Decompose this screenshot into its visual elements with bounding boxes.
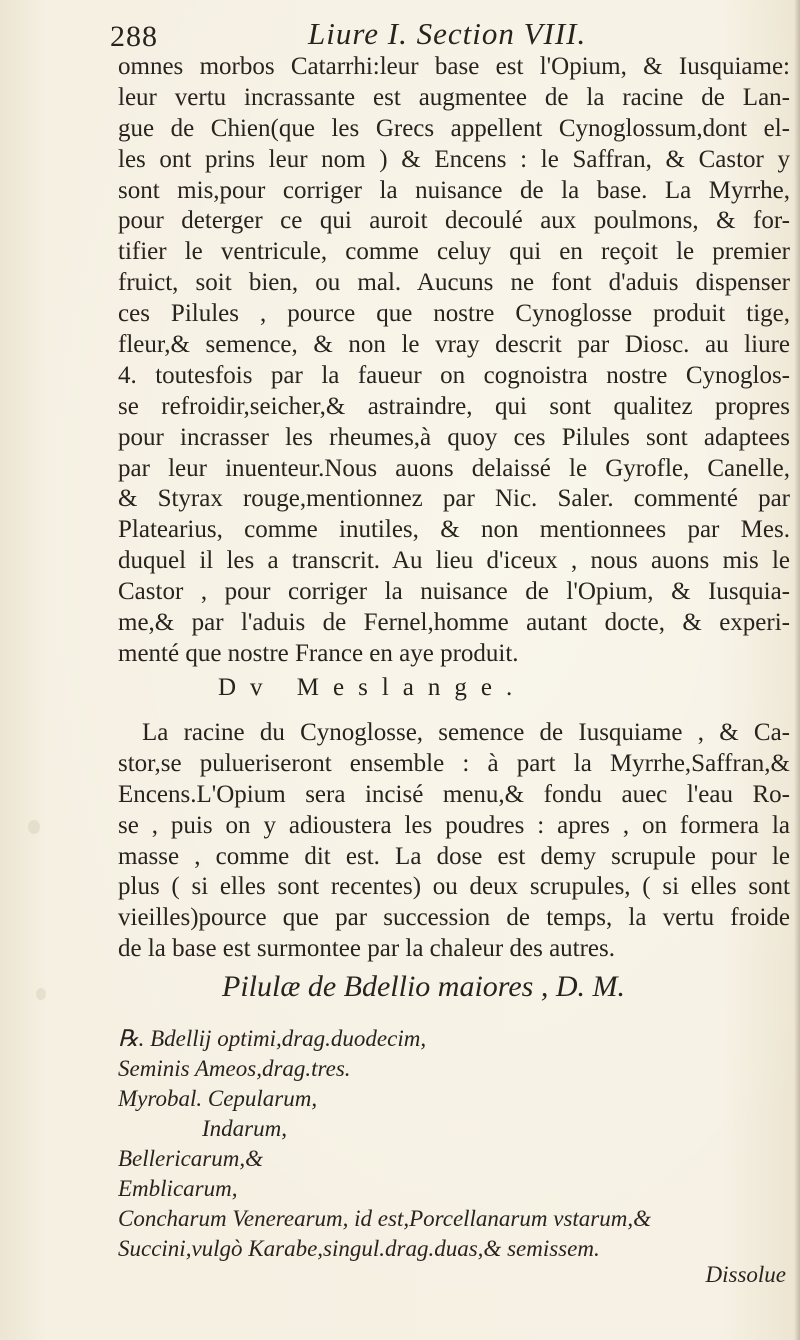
page-number: 288 bbox=[110, 20, 158, 53]
catchword: Dissolue bbox=[705, 1262, 786, 1287]
text-line: les ont prins leur nom ) & Encens : le Saffran, & Castor y bbox=[118, 145, 790, 173]
text-line: fruict, soit bien, ou mal. Aucuns ne font d'aduis dispenser bbox=[118, 269, 790, 297]
recipe-line: ℞. Bdellij optimi,drag.duodecim, bbox=[118, 1026, 427, 1051]
text-line: se , puis on y adioustera les poudres : apres , on formera la bbox=[118, 811, 790, 839]
text-line: omnes morbos Catarrhi:leur base est l'Opium, & Iusquiame: bbox=[118, 53, 790, 80]
recipe-line: Concharum Venerearum, id est,Porcellanarum vstarum,& bbox=[118, 1206, 651, 1231]
recipe-line: Emblicarum, bbox=[118, 1176, 238, 1201]
running-head: Liure I. Section VIII. bbox=[308, 16, 587, 51]
text-line: me,& par l'aduis de Fernel,homme autant docte, & experi- bbox=[118, 609, 790, 637]
text-line: 4. toutesfois par la faueur on cognoistra nostre Cynoglos- bbox=[118, 361, 790, 389]
recipe-ingredients bbox=[118, 1024, 798, 1264]
text-line: duquel il les a transcrit. Au lieu d'iceux , nous auons mis le bbox=[118, 547, 790, 575]
text-line: gue de Chien(que les Grecs appellent Cynoglossum,dont el- bbox=[118, 114, 790, 142]
text-line: pour deterger ce qui auroit decoulé aux poulmons, & for- bbox=[118, 207, 790, 235]
text-line: par leur inuenteur.Nous auons delaissé le Gyrofle, Canelle, bbox=[118, 454, 790, 482]
text-line: La racine du Cynoglosse, semence de Iusquiame , & Ca- bbox=[142, 719, 790, 746]
text-line: pour incrasser les rheumes,à quoy ces Pilules sont adaptees bbox=[118, 423, 790, 451]
text-line: stor,se pulueriseront ensemble : à part la Myrrhe,Saffran,& bbox=[118, 749, 790, 777]
recipe-title: Pilulæ de Bdellio maiores , D. M. bbox=[222, 970, 626, 1003]
text-line: tifier le ventricule, comme celuy qui en reçoit le premier bbox=[118, 238, 790, 266]
text-line: Castor , pour corriger la nuisance de l'Opium, & Iusquia- bbox=[118, 578, 790, 606]
text-line: vieilles)pource que par succession de temps, la vertu froide bbox=[118, 904, 790, 932]
text-line: & Styrax rouge,mentionnez par Nic. Saler. commenté par bbox=[118, 485, 790, 513]
recipe-line: Seminis Ameos,drag.tres. bbox=[118, 1056, 351, 1081]
text-line: de la base est surmontee par la chaleur des autres. bbox=[118, 935, 616, 963]
text-line: plus ( si elles sont recentes) ou deux scrupules, ( si elles sont bbox=[118, 873, 790, 901]
paper-stain bbox=[28, 820, 40, 834]
text-line: fleur,& semence, & non le vray descrit par Diosc. au liure bbox=[118, 331, 790, 359]
text-line: sont mis,pour corriger la nuisance de la base. La Myrrhe, bbox=[118, 176, 790, 204]
text-line: menté que nostre France en aye produit. bbox=[118, 639, 519, 667]
recipe-line: Myrobal. Cepularum, bbox=[118, 1086, 318, 1111]
recipe-line: Indarum, bbox=[202, 1116, 287, 1141]
text-line: leur vertu incrassante est augmentee de la racine de Lan- bbox=[118, 83, 790, 111]
paragraph-2 bbox=[118, 718, 790, 965]
page-header bbox=[110, 8, 710, 53]
text-line: Platearius, comme inutiles, & non mentionnees par Mes. bbox=[118, 516, 790, 544]
paragraph-1 bbox=[118, 52, 790, 670]
paper-stain bbox=[36, 988, 46, 1000]
text-line: masse , comme dit est. La dose est demy scrupule pour le bbox=[118, 842, 790, 870]
section-heading: Dv Meslange. bbox=[218, 674, 527, 701]
recipe-line: Succini,vulgò Karabe,singul.drag.duas,& semissem. bbox=[118, 1236, 600, 1261]
text-line: se refroidir,seicher,& astraindre, qui sont qualitez propres bbox=[118, 392, 790, 420]
recipe-line: Bellericarum,& bbox=[118, 1146, 263, 1171]
text-line: ces Pilules , pource que nostre Cynoglosse produit tige, bbox=[118, 300, 790, 328]
text-line: Encens.L'Opium sera incisé menu,& fondu auec l'eau Ro- bbox=[118, 780, 790, 808]
